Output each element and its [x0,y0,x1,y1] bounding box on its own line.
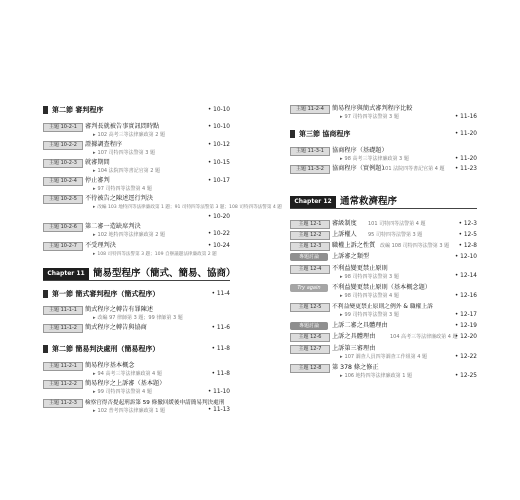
topic-tag: 主題 10-2-6 [43,223,83,232]
topic-source-text: 104 高考三等法律廉政第 4 題 [390,334,458,340]
section-marker [43,345,48,353]
topic-page: • 12-17 [454,312,477,318]
topic-title: 證據調查程序 [85,141,123,148]
topic-source-text: 97 司特四等法警第 3 題 [344,114,399,120]
topic-title: 簡式程序之轉告有罪陳述 [85,306,154,313]
section-marker [43,106,48,114]
topic-row[interactable] [290,230,477,240]
special-topic-badge: 專題討論 [290,322,328,330]
topic-source: ▸ 98 高考三等法律廉政第 3 題 [340,156,409,162]
topic-source-text: 98 司特四等法警第 3 題 [344,274,399,280]
topic-page: • 11-23 [454,166,477,172]
topic-tag: 主題 10-2-7 [43,242,83,251]
topic-tag: 主題 12-2 [290,231,330,240]
topic-title: 停止審判 [85,177,110,184]
topic-source: ▸ 97 司特四等法警第 3 題 [340,114,399,120]
topic-source-text: 99 司特四等法警第 4 題 [97,389,152,395]
topic-page: • 11-6 [211,325,230,331]
topic-source: ▸ 102 普考四等法律廉政第 1 題 [93,408,166,414]
topic-title: 不受理判決 [85,242,116,249]
topic-title: 不利益變更禁止原則（基本概念題） [332,284,431,291]
topic-source-text: 102 高考三等法律廉政第 2 題 [97,132,166,138]
topic-tag: 主題 11-1-1 [43,306,83,315]
topic-page: • 11-20 [454,156,477,162]
topic-source-text: 99 司特四等法警第 3 題 [344,312,399,318]
chapter-rule [43,280,230,281]
chapter-title: 簡易型程序（簡式、簡易、協商） [93,268,236,279]
topic-source-text: 97 司特四等法警第 4 題 [97,186,152,192]
section-marker [43,290,48,298]
special-topic-badge: 專題討論 [290,253,328,261]
topic-page-row [290,352,477,362]
topic-tag: 主題 10-2-3 [43,159,83,168]
section-page: • 10-10 [207,107,230,113]
topic-page: • 12-25 [454,373,477,379]
topic-tag: 主題 12-7 [290,345,330,354]
topic-source: ▸ 107 司特四等法警第 3 題 [93,150,156,156]
topic-title: 協商程序（實例題） [332,165,388,172]
topic-source-text: 108 司特四等法警第 3 題；109 自辦議題法律廉政第 2 題 [97,252,217,257]
topic-source: ▸ 改編 97 律師第 3 題；99 律師第 3 題 [93,315,183,321]
topic-source: ▸ 104 法院四等書記官第 2 題 [93,168,161,174]
topic-source: ▸ 94 高考三等法律廉政第 4 題 [93,371,162,377]
topic-source-text: 104 法院四等書記官第 2 題 [97,168,161,174]
topic-source-text: 改編 97 律師第 3 題；99 律師第 3 題 [97,315,183,321]
section-page: • 11-4 [211,291,230,297]
topic-page-row [290,154,477,164]
topic-title: 不利益變更禁止原則 [332,265,388,272]
topic-title: 上訴第三審理由 [332,345,376,352]
topic-page-row [43,229,230,239]
topic-page: • 10-12 [207,142,230,148]
topic-source-text: 107 調查人員四等調查工作組第 4 題 [344,354,428,360]
topic-source: ▸ 97 司特四等法警第 4 題 [93,186,152,192]
topic-page: • 12-8 [458,243,477,249]
topic-title: 就審期間 [85,159,110,166]
topic-page: • 12-10 [454,254,477,260]
topic-tag: 主題 11-2-2 [43,380,83,389]
topic-title: 上訴權人 [332,231,357,238]
topic-page-row [290,310,477,320]
topic-title: 上訴之具體理由 [332,333,376,340]
topic-tag: 主題 11-3-1 [290,147,330,156]
topic-tag: 主題 10-2-4 [43,177,83,186]
chapter-badge: Chapter 12 [290,196,336,208]
chapter-rule [290,208,477,209]
chapter-header [43,266,236,282]
topic-title: 審級制度 [332,220,357,227]
topic-page-row [290,112,477,122]
topic-page: • 11-16 [454,114,477,120]
topic-row[interactable] [290,219,477,229]
topic-page-row [290,291,477,301]
topic-page-row [290,371,477,381]
topic-tag: 主題 11-2-3 [43,399,83,408]
topic-source: ▸ 102 高考三等法律廉政第 2 題 [93,132,166,138]
topic-title: 協商程序（基礎題） [332,147,388,154]
topic-title: 檢察官得否提起刑訴第 59 條撤回緩後申請簡易判決處刑 [85,400,225,406]
topic-page: • 10-20 [207,214,230,220]
topic-title: 上訴審之類型 [332,253,370,260]
topic-page: • 12-16 [454,293,477,299]
section-marker [290,130,295,138]
topic-tag: 主題 11-3-2 [290,165,330,174]
topic-source-text: 101 法院四等書記官第 4 題 [382,166,445,172]
topic-source-text: 98 高考三等法律廉政第 3 題 [344,156,409,162]
topic-page-row [43,369,230,379]
topic-source-text: 95 司特四等法警第 3 題 [368,232,423,238]
topic-source-text: 改編 108 司特四等法警第 3 題 [380,243,450,249]
topic-tag: 主題 12-5 [290,303,330,312]
section-header [43,288,230,300]
topic-page: • 12-22 [454,354,477,360]
topic-tag: 主題 12-3 [290,242,330,251]
topic-tag: 主題 10-2-1 [43,123,83,132]
section-page: • 11-8 [211,346,230,352]
topic-page: • 12-14 [454,273,477,279]
topic-row[interactable] [290,241,477,251]
topic-page-row [43,405,230,415]
topic-tag: 主題 12-6 [290,333,330,342]
topic-source: ▸ 98 司特四等法警第 3 題 [340,274,399,280]
topic-tag: 主題 11-2-4 [290,105,330,114]
topic-page: • 11-8 [211,371,230,377]
topic-source: ▸ 108 司特四等法警第 3 題；109 自辦議題法律廉政第 2 題 [93,252,217,257]
topic-tag: 主題 12-8 [290,364,330,373]
section-title: 第二節 審判程序 [52,106,104,114]
topic-page-row [43,212,230,222]
topic-row[interactable] [290,332,477,342]
topic-source: ▸ 99 司特四等法警第 3 題 [340,312,399,318]
topic-page-row [43,387,230,397]
section-title: 第二節 簡易判決處刑（簡易程序） [52,345,160,353]
topic-page: • 10-15 [207,160,230,166]
topic-page: • 12-5 [458,232,477,238]
topic-source-text: 101 司特四等法警第 4 題 [368,221,426,227]
topic-title: 簡式程序之轉告與協商 [85,324,147,331]
topic-page: • 12-20 [454,334,477,340]
section-header [43,343,230,355]
topic-row[interactable] [43,323,230,333]
section-header [43,104,230,116]
topic-title: 不利益變更禁止原則之例外 & 職權上訴 [332,304,433,310]
topic-row[interactable] [290,164,477,174]
section-page: • 11-20 [454,131,477,137]
topic-source: ▸ 102 地特四等法律廉政第 2 題 [93,232,166,238]
section-title: 第三節 協商程序 [299,130,351,138]
section-header [290,128,477,140]
topic-tag: 主題 10-2-2 [43,141,83,150]
topic-source-text: 改編 103 地特四等法律廉政第 1 題；91 司特四等法警第 3 題；108 司特四等法警第 4 題 [97,205,282,210]
topic-title: 審判長就被告事實訊問時點 [85,123,160,130]
topic-row[interactable] [290,321,477,331]
topic-source-text: 107 司特四等法警第 3 題 [97,150,156,156]
topic-title: 不待被告之陳述逕行判決 [85,195,154,202]
topic-page: • 10-10 [207,124,230,130]
topic-title: 簡易程序基本概念 [85,362,135,369]
topic-page: • 10-17 [207,178,230,184]
topic-title: 第 378 條之修正 [332,364,379,371]
topic-source: ▸ 106 地特四等法律廉政第 1 題 [340,373,413,379]
topic-tag: 主題 11-2-1 [43,362,83,371]
topic-page: • 12-19 [454,323,477,329]
topic-source-text: 98 司特四等法警第 4 題 [344,293,399,299]
topic-tag: 主題 10-2-5 [43,195,83,204]
topic-tag: 主題 12-4 [290,265,330,274]
topic-title: 簡易程序之上訴審（基本題） [85,380,166,387]
topic-source-text: 94 高考三等法律廉政第 4 題 [97,371,162,377]
topic-source: ▸ 107 調查人員四等調查工作組第 4 題 [340,354,428,360]
chapter-badge: Chapter 11 [43,268,89,280]
topic-page-row [290,271,477,281]
topic-source-text: 102 地特四等法律廉政第 2 題 [97,232,166,238]
chapter-title: 通常救濟程序 [340,196,398,207]
topic-page: • 11-10 [207,389,230,395]
topic-row[interactable] [290,252,477,262]
topic-page: • 11-13 [207,407,230,413]
topic-page: • 12-3 [458,221,477,227]
topic-title: 簡易程序與簡式審判程序比較 [332,105,413,112]
topic-source: ▸ 改編 103 地特四等法律廉政第 1 題；91 司特四等法警第 3 題；108 司特四等法警第 4 題 [93,205,282,210]
topic-title: 上訴二審之具體理由 [332,322,388,329]
topic-source: ▸ 99 司特四等法警第 4 題 [93,389,152,395]
topic-tag: 主題 11-1-2 [43,324,83,333]
topic-page: • 10-24 [207,243,230,249]
topic-source-text: 102 普考四等法律廉政第 1 題 [97,408,166,414]
topic-source-text: 106 地特四等法律廉政第 1 題 [344,373,413,379]
chapter-header [290,194,477,210]
topic-title: 第二審一造缺席判決 [85,223,141,230]
try-again-badge: Try again [290,284,328,292]
topic-title: 職權上訴之性質 [332,242,376,249]
section-title: 第一節 簡式審判程序（簡式程序） [52,290,160,298]
topic-source: ▸ 98 司特四等法警第 4 題 [340,293,399,299]
topic-tag: 主題 12-1 [290,220,330,229]
topic-page: • 10-22 [207,231,230,237]
